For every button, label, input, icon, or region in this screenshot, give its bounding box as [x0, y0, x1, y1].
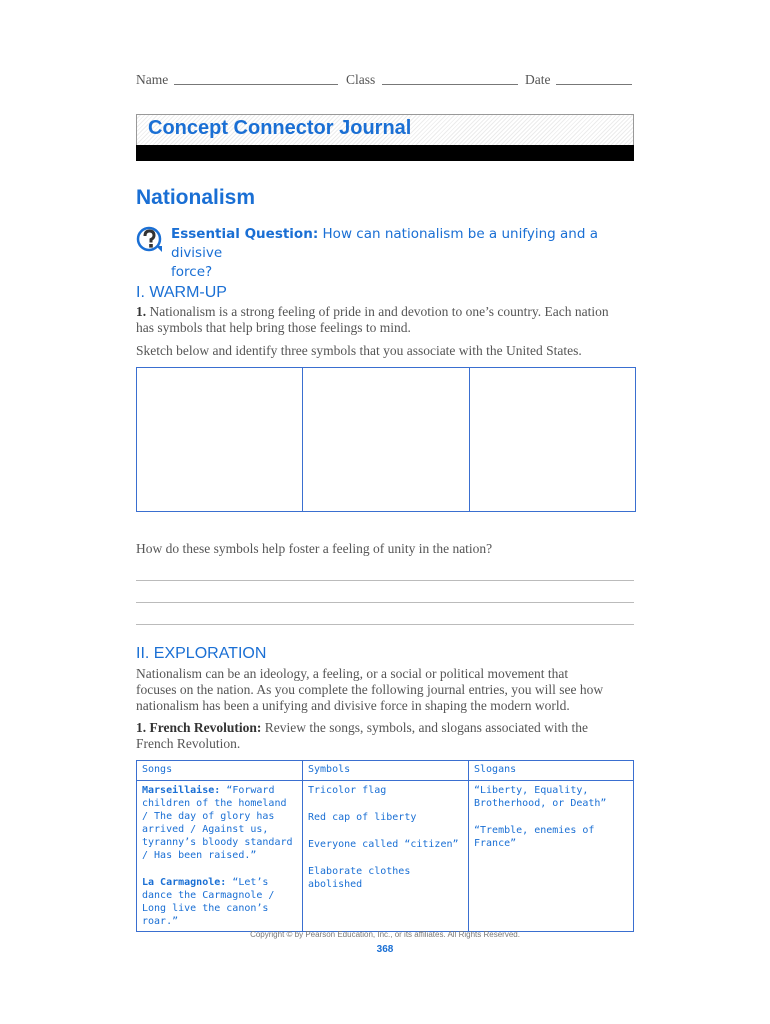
song-lyrics: “Let’s dance the Carmagnole / Long live the canon’s roar.”: [142, 877, 275, 927]
slogan-item: “Tremble, enemies of France”: [474, 825, 595, 849]
slogan-item: “Liberty, Equality, Brotherhood, or Death”: [474, 785, 607, 809]
table-header-row: [137, 761, 634, 781]
sketch-box[interactable]: [137, 368, 303, 511]
warmup-line1: Nationalism is a strong feeling of pride in and devotion to one’s country. Each nation: [149, 304, 609, 319]
slogans-cell: [469, 781, 634, 932]
name-field[interactable]: [174, 84, 338, 85]
exploration-line3: nationalism has been a unifying and divisive force in shaping the modern world.: [136, 698, 570, 713]
sketch-box[interactable]: [303, 368, 469, 511]
answer-line[interactable]: [136, 602, 634, 603]
exploration-item-text: Review the songs, symbols, and slogans associated with the: [264, 720, 588, 735]
answer-line[interactable]: [136, 580, 634, 581]
column-header-songs: Songs: [137, 761, 303, 781]
banner-bar: [136, 145, 634, 161]
banner-title: Concept Connector Journal: [148, 117, 412, 139]
exploration-heading: II. EXPLORATION: [136, 645, 267, 662]
essential-question-label: Essential Question:: [171, 226, 319, 242]
date-label: Date: [525, 72, 551, 87]
name-label: Name: [136, 72, 169, 87]
page-title: Nationalism: [136, 186, 256, 209]
song-title: La Carmagnole:: [142, 877, 227, 888]
copyright-notice: Copyright © by Pearson Education, Inc., or its affiliates. All Rights Reserved.: [250, 930, 520, 939]
song-item: [142, 784, 297, 862]
essential-question-text: How can nationalism be a unifying and a divisive: [171, 226, 598, 261]
table-row: [137, 781, 634, 932]
class-field[interactable]: [382, 84, 518, 85]
answer-line[interactable]: [136, 624, 634, 625]
song-title: Marseillaise:: [142, 785, 221, 796]
warmup-line2: has symbols that help bring those feelings to mind.: [136, 320, 411, 335]
song-lyrics: “Forward children of the homeland / The day of glory has arrived / Against us, tyranny’s bloody standard / Has been raised.”: [142, 785, 293, 861]
symbol-item: Everyone called “citizen”: [308, 839, 459, 850]
exploration-item-label: 1. French Revolution:: [136, 720, 262, 735]
date-field[interactable]: [556, 84, 632, 85]
journal-table: [136, 760, 634, 932]
warmup-intro: [136, 304, 636, 336]
song-item: [142, 876, 297, 928]
essential-question: [171, 225, 631, 282]
exploration-line2: focuses on the nation. As you complete the following journal entries, you will see how: [136, 682, 604, 697]
songs-cell: [137, 781, 303, 932]
warmup-item-number: 1.: [136, 304, 147, 319]
essential-question-text-cont: force?: [171, 264, 213, 280]
sketch-box[interactable]: [470, 368, 635, 511]
exploration-item-text-cont: French Revolution.: [136, 736, 241, 751]
exploration-line1: Nationalism can be an ideology, a feeling, or a social or political movement that: [136, 666, 569, 681]
question-icon: [136, 226, 164, 254]
warmup-heading: I. WARM-UP: [136, 284, 227, 301]
class-label: Class: [346, 72, 376, 87]
column-header-symbols: Symbols: [303, 761, 469, 781]
sketch-boxes: [136, 367, 636, 512]
symbol-item: Elaborate clothes abolished: [308, 866, 411, 890]
exploration-item: [136, 720, 636, 752]
warmup-instruction: Sketch below and identify three symbols that you associate with the United States.: [136, 343, 582, 358]
warmup-question: How do these symbols help foster a feeling of unity in the nation?: [136, 541, 493, 556]
symbol-item: Red cap of liberty: [308, 812, 417, 823]
exploration-intro: [136, 666, 636, 714]
symbol-item: Tricolor flag: [308, 785, 387, 796]
page-number: 368: [376, 944, 394, 955]
symbols-cell: [303, 781, 469, 932]
journal-banner: [136, 114, 634, 161]
column-header-slogans: Slogans: [469, 761, 634, 781]
